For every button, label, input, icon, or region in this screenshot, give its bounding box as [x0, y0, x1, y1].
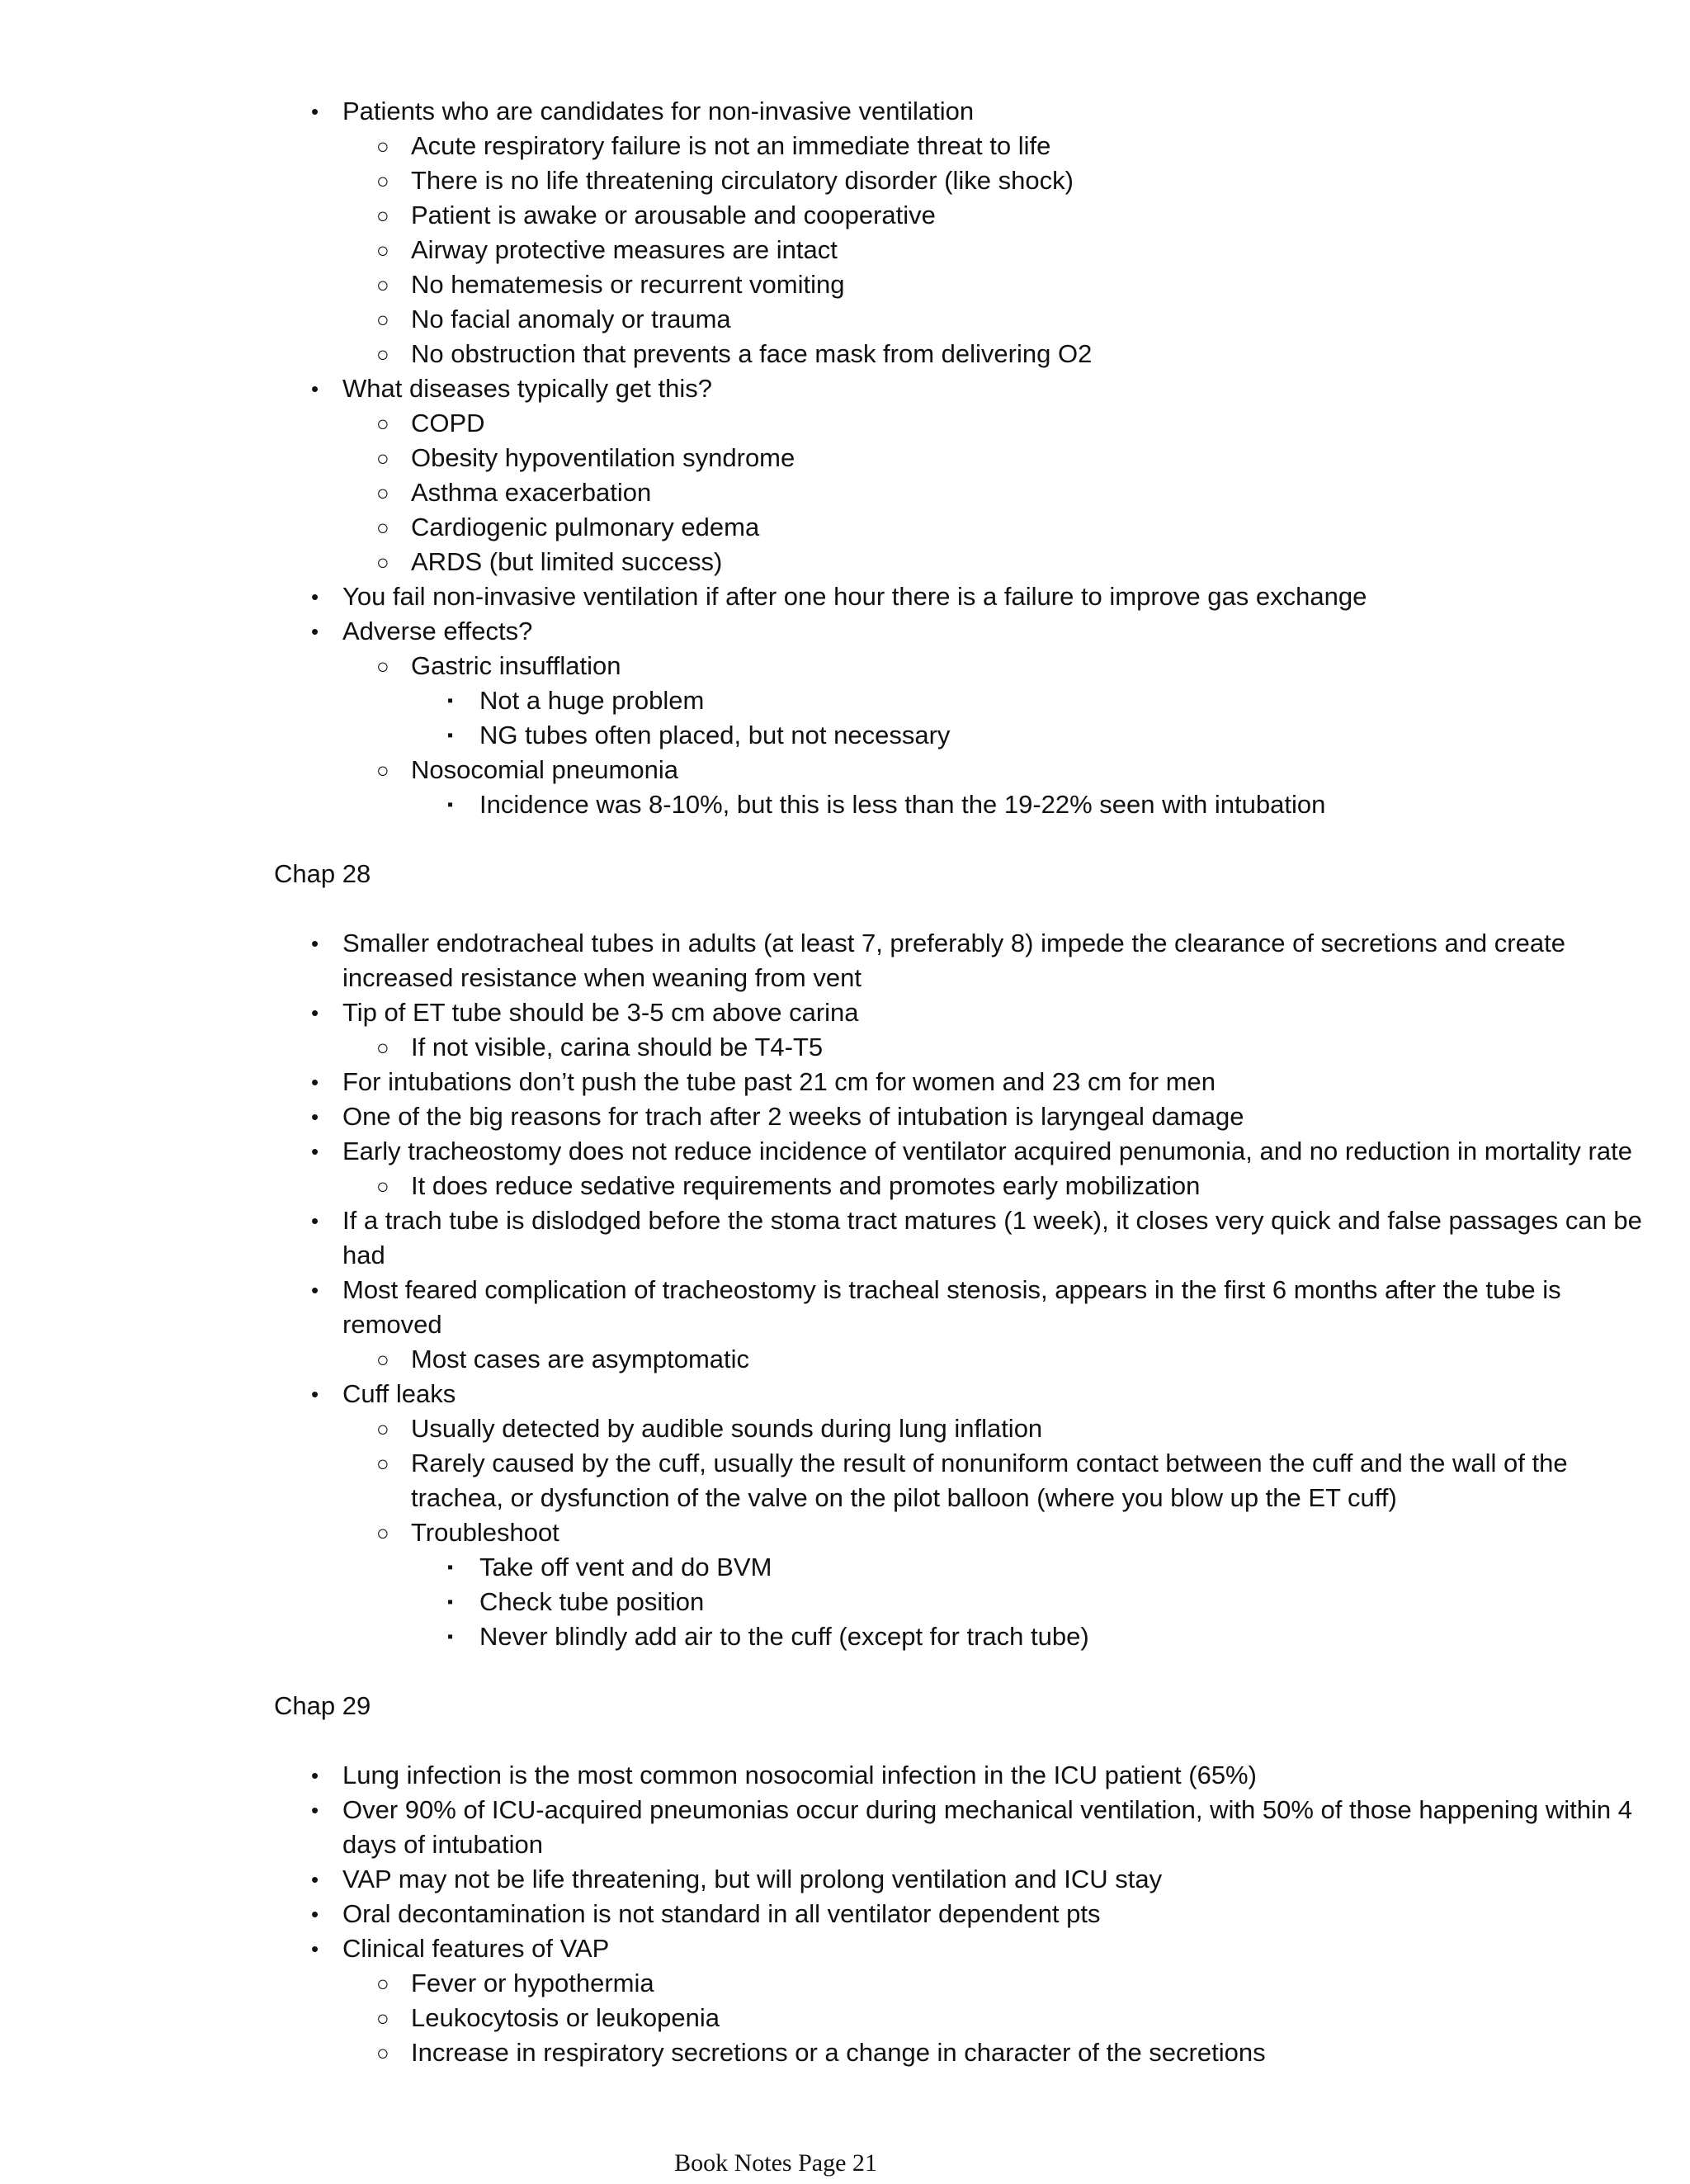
bullet-disc-icon: • [311, 1382, 319, 1406]
list-item [274, 302, 1660, 337]
bullet-circle-icon: ○ [376, 446, 389, 470]
bullet-circle-icon: ○ [376, 411, 389, 436]
list-item-text: If a trach tube is dislodged before the stoma tract matures (1 week), it closes very quick and false passages can be had [342, 1206, 1642, 1269]
list-item [274, 2001, 1660, 2035]
list-item-text: Most feared complication of tracheostomy is tracheal stenosis, appears in the first 6 months after the tube is removed [342, 1275, 1561, 1339]
list-item-text: Not a huge problem [479, 686, 705, 715]
list-item-text: Incidence was 8-10%, but this is less than the 19-22% seen with intubation [479, 790, 1326, 819]
list-item-text: Over 90% of ICU-acquired pneumonias occur during mechanical ventilation, with 50% of those happening within 4 days of intubation [342, 1795, 1632, 1859]
bullet-circle-icon: ○ [376, 238, 389, 262]
list-item-text: Lung infection is the most common nosocomial infection in the ICU patient (65%) [342, 1761, 1257, 1789]
list-item [274, 1862, 1660, 1897]
bullet-circle-icon: ○ [376, 134, 389, 158]
bullet-circle-icon: ○ [376, 168, 389, 193]
list-item [274, 1619, 1660, 1654]
list-item-text: No obstruction that prevents a face mask from delivering O2 [411, 339, 1093, 368]
list-item [274, 1515, 1660, 1550]
bullet-disc-icon: • [311, 1902, 319, 1926]
bullet-disc-icon: • [311, 1867, 319, 1892]
bullet-disc-icon: • [311, 619, 319, 644]
list-item-text: Obesity hypoventilation syndrome [411, 443, 795, 472]
section-heading-chap29: Chap 29 [274, 1691, 371, 1720]
bullet-circle-icon: ○ [376, 758, 389, 782]
list-item-text: Patient is awake or arousable and cooperative [411, 201, 936, 229]
list-item [274, 926, 1660, 995]
list-item [274, 163, 1660, 198]
list-item [274, 1342, 1660, 1377]
bullet-disc-icon: • [311, 1278, 319, 1302]
page-footer: Book Notes Page 21 [674, 2149, 877, 2177]
section-list-noninvasive [274, 94, 1660, 822]
bullet-disc-icon: • [311, 1000, 319, 1025]
list-item [274, 1273, 1660, 1342]
bullet-circle-icon: ○ [376, 515, 389, 540]
list-item-text: Fever or hypothermia [411, 1969, 654, 1997]
list-item [274, 1966, 1660, 2001]
list-item [274, 614, 1660, 649]
bullet-disc-icon: • [311, 584, 319, 609]
list-item-text: Rarely caused by the cuff, usually the result of nonuniform contact between the cuff and the wall of the trachea, or dysfunction of the valve on the pilot balloon (where you blow up the ET cuff) [411, 1449, 1568, 1512]
list-item-text: Most cases are asymptomatic [411, 1345, 750, 1373]
list-item [274, 787, 1660, 822]
bullet-disc-icon: • [311, 1070, 319, 1094]
list-item-text: No hematemesis or recurrent vomiting [411, 270, 845, 299]
list-item-text: Cuff leaks [342, 1379, 456, 1408]
list-item [274, 1203, 1660, 1273]
list-item-text: One of the big reasons for trach after 2 weeks of intubation is laryngeal damage [342, 1102, 1244, 1131]
bullet-circle-icon: ○ [376, 1520, 389, 1545]
list-item-text: Acute respiratory failure is not an immediate threat to life [411, 131, 1051, 160]
list-item-text: No facial anomaly or trauma [411, 305, 731, 333]
list-item [274, 233, 1660, 267]
list-item [274, 1446, 1660, 1515]
list-item-text: Usually detected by audible sounds during lung inflation [411, 1414, 1043, 1443]
list-item [274, 510, 1660, 545]
bullet-disc-icon: • [311, 1139, 319, 1164]
list-item [274, 1550, 1660, 1585]
bullet-circle-icon: ○ [376, 203, 389, 228]
section-heading-chap28: Chap 28 [274, 859, 371, 888]
bullet-circle-icon: ○ [376, 1347, 389, 1372]
list-item-text: It does reduce sedative requirements and promotes early mobilization [411, 1171, 1201, 1200]
bullet-circle-icon: ○ [376, 272, 389, 297]
list-item-text: Troubleshoot [411, 1518, 559, 1547]
list-item-text: Asthma exacerbation [411, 478, 652, 507]
list-item [274, 683, 1660, 718]
list-item-text: Take off vent and do BVM [479, 1553, 772, 1581]
bullet-circle-icon: ○ [376, 1035, 389, 1060]
list-item-text: What diseases typically get this? [342, 374, 712, 403]
bullet-square-icon: ▪ [447, 1628, 454, 1646]
list-item-text: Cardiogenic pulmonary edema [411, 513, 760, 541]
bullet-square-icon: ▪ [447, 692, 454, 710]
notes-content [274, 94, 1660, 2070]
list-item-text: Leukocytosis or leukopenia [411, 2003, 720, 2032]
list-item [274, 371, 1660, 406]
section-list-chap28 [274, 926, 1660, 1654]
list-item-text: COPD [411, 409, 485, 437]
list-item-text: Early tracheostomy does not reduce incidence of ventilator acquired penumonia, and no reduction in mortality rate [342, 1137, 1632, 1165]
list-item [274, 406, 1660, 441]
list-item [274, 1793, 1660, 1862]
list-item-text: VAP may not be life threatening, but will prolong ventilation and ICU stay [342, 1865, 1163, 1893]
list-item [274, 1585, 1660, 1619]
list-item-text: NG tubes often placed, but not necessary [479, 721, 951, 749]
section-list-chap29 [274, 1758, 1660, 2070]
bullet-circle-icon: ○ [376, 1451, 389, 1476]
bullet-circle-icon: ○ [376, 1416, 389, 1441]
list-item-text: Gastric insufflation [411, 651, 621, 680]
list-item [274, 1169, 1660, 1203]
bullet-circle-icon: ○ [376, 2006, 389, 2030]
list-item [274, 1030, 1660, 1065]
bullet-circle-icon: ○ [376, 2040, 389, 2065]
list-item-text: Oral decontamination is not standard in all ventilator dependent pts [342, 1899, 1101, 1928]
list-item-text: Check tube position [479, 1587, 705, 1616]
list-item [274, 441, 1660, 475]
list-item-text: If not visible, carina should be T4-T5 [411, 1033, 824, 1061]
bullet-square-icon: ▪ [447, 1558, 454, 1577]
list-item [274, 579, 1660, 614]
bullet-disc-icon: • [311, 1798, 319, 1822]
bullet-circle-icon: ○ [376, 1174, 389, 1198]
bullet-square-icon: ▪ [447, 796, 454, 814]
bullet-circle-icon: ○ [376, 1971, 389, 1996]
list-item [274, 1065, 1660, 1099]
list-item [274, 475, 1660, 510]
list-item [274, 995, 1660, 1030]
list-item [274, 1099, 1660, 1134]
bullet-circle-icon: ○ [376, 342, 389, 366]
list-item [274, 198, 1660, 233]
bullet-disc-icon: • [311, 1763, 319, 1788]
list-item [274, 1411, 1660, 1446]
list-item-text: There is no life threatening circulatory disorder (like shock) [411, 166, 1074, 195]
bullet-square-icon: ▪ [447, 726, 454, 745]
bullet-disc-icon: • [311, 1936, 319, 1961]
list-item [274, 1134, 1660, 1169]
list-item [274, 337, 1660, 371]
list-item-text: Clinical features of VAP [342, 1934, 610, 1963]
list-item [274, 1377, 1660, 1411]
bullet-disc-icon: • [311, 931, 319, 956]
list-item-text: ARDS (but limited success) [411, 547, 723, 576]
bullet-circle-icon: ○ [376, 550, 389, 574]
list-item [274, 129, 1660, 163]
list-item [274, 94, 1660, 129]
list-item [274, 1931, 1660, 1966]
list-item-text: Adverse effects? [342, 617, 533, 645]
bullet-circle-icon: ○ [376, 480, 389, 505]
bullet-disc-icon: • [311, 99, 319, 124]
list-item-text: Smaller endotracheal tubes in adults (at least 7, preferably 8) impede the clearance of secretions and create increased resistance when weaning from vent [342, 929, 1565, 992]
bullet-circle-icon: ○ [376, 654, 389, 678]
bullet-disc-icon: • [311, 376, 319, 401]
list-item [274, 2035, 1660, 2070]
list-item-text: Increase in respiratory secretions or a change in character of the secretions [411, 2038, 1266, 2067]
list-item [274, 267, 1660, 302]
list-item-text: Airway protective measures are intact [411, 235, 838, 264]
bullet-square-icon: ▪ [447, 1593, 454, 1611]
list-item [274, 1758, 1660, 1793]
list-item-text: Patients who are candidates for non-invasive ventilation [342, 97, 975, 125]
bullet-disc-icon: • [311, 1104, 319, 1129]
list-item [274, 753, 1660, 787]
bullet-circle-icon: ○ [376, 307, 389, 332]
list-item-text: For intubations don’t push the tube past 21 cm for women and 23 cm for men [342, 1067, 1216, 1096]
list-item [274, 649, 1660, 683]
list-item-text: Nosocomial pneumonia [411, 755, 678, 784]
list-item [274, 1897, 1660, 1931]
list-item-text: Never blindly add air to the cuff (except for trach tube) [479, 1622, 1089, 1651]
list-item-text: Tip of ET tube should be 3-5 cm above carina [342, 998, 859, 1027]
list-item [274, 545, 1660, 579]
bullet-disc-icon: • [311, 1208, 319, 1233]
list-item [274, 718, 1660, 753]
list-item-text: You fail non-invasive ventilation if after one hour there is a failure to improve gas exchange [342, 582, 1367, 611]
